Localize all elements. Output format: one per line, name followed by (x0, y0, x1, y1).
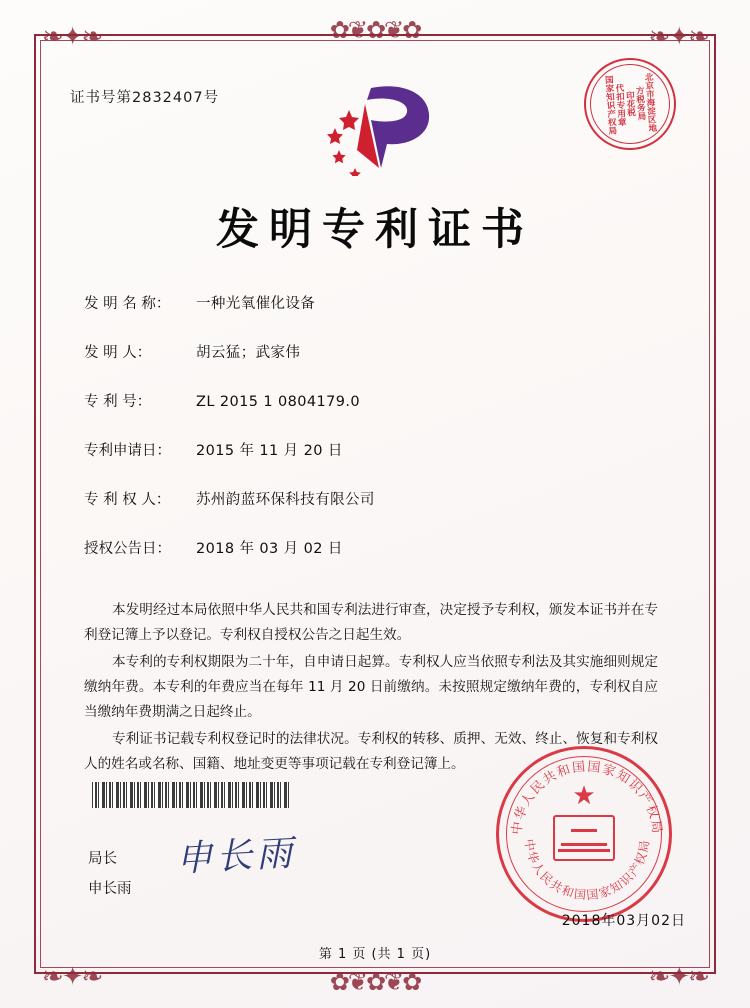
patent-office-logo-icon (309, 80, 441, 176)
signature-block (88, 844, 132, 904)
corner-flourish-bottom-right-icon: ❧✦❧ (648, 962, 708, 992)
seal-star-icon: ★ (572, 781, 596, 811)
page-footer: 第 1 页 (共 1 页) (318, 947, 432, 962)
field-row (84, 292, 664, 313)
corner-flourish-bottom-left-icon: ❧✦❧ (42, 962, 102, 992)
field-row (84, 341, 664, 362)
field-value: 2018 年 03 月 02 日 (196, 541, 343, 557)
page-title: 发明专利证书 (216, 205, 534, 255)
field-label: 授权公告日： (84, 541, 171, 557)
top-center-flourish-icon: ✿❦✿❦✿ (329, 16, 421, 44)
field-label: 专 利 号： (84, 394, 152, 410)
field-row (84, 488, 664, 509)
seal-arc-text (499, 749, 675, 925)
body-paragraph: 本发明经过本局依照中华人民共和国专利法进行审查，决定授予专利权，颁发本证书并在专利登记簿上予以登记。专利权自授权公告之日起生效。 (84, 602, 658, 643)
field-row (84, 439, 664, 460)
svg-text:中华人民共和国国家知识产权局: 中华人民共和国国家知识产权局 (521, 837, 653, 903)
field-value: 胡云猛；武家伟 (196, 345, 301, 361)
field-value: 一种光氧催化设备 (196, 296, 316, 312)
handwritten-signature: 申长雨 (175, 832, 298, 881)
barcode-icon (92, 782, 290, 808)
svg-text:中华人民共和国国家知识产权局: 中华人民共和国国家知识产权局 (509, 759, 665, 836)
seal-date: 2018年03月02日 (561, 913, 686, 929)
body-paragraph: 本专利的专利权期限为二十年，自申请日起算。专利权人应当依照专利法及其实施细则规定缴纳年费。本专利的年费应当在每年 11 月 20 日前缴纳。未按照规定缴纳年费的，专利权自应当缴纳年费期满之日起终止。 (84, 654, 658, 720)
field-value: 2015 年 11 月 20 日 (196, 443, 343, 459)
national-ip-office-round-seal-icon (496, 746, 672, 922)
top-seal-text: 北京市海淀区地方税务局 印花税 代扣专用章 国家知识产权局 (602, 72, 658, 136)
bottom-center-flourish-icon: ✿❦✿❦✿ (329, 968, 421, 996)
certificate-number: 证书号第2832407号 (70, 90, 220, 106)
field-label: 发 明 名 称： (84, 296, 171, 312)
field-value: 苏州韵蓝环保科技有限公司 (196, 492, 375, 508)
field-label: 专利申请日： (84, 443, 171, 459)
field-label: 发 明 人： (84, 345, 152, 361)
field-row (84, 390, 664, 411)
field-row (84, 537, 664, 558)
body-paragraph: 专利证书记载专利权登记时的法律状况。专利权的转移、质押、无效、终止、恢复和专利权人的姓名或名称、国籍、地址变更等事项记载在专利登记簿上。 (84, 731, 658, 772)
field-label: 专 利 权 人： (84, 492, 171, 508)
field-value: ZL 2015 1 0804179.0 (196, 394, 360, 410)
director-name: 申长雨 (88, 881, 132, 897)
corner-flourish-top-right-icon: ❧✦❧ (648, 22, 708, 52)
field-list (84, 292, 664, 586)
director-title: 局长 (88, 851, 117, 867)
corner-flourish-top-left-icon: ❧✦❧ (42, 22, 102, 52)
